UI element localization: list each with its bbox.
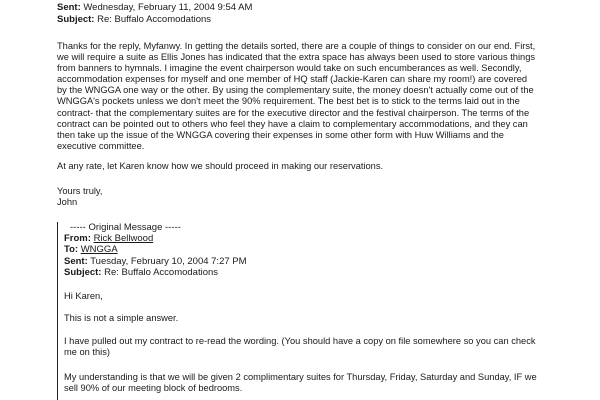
quoted-sent-line [64,256,247,268]
header-sent-line [57,2,252,14]
header-subject-label: Subject: [57,14,95,25]
quoted-from-link[interactable]: Rick Bellwood [93,233,154,244]
quoted-sent-label: Sent: [64,256,88,267]
quoted-subject-line [64,267,218,279]
signature-block [57,186,537,208]
header-subject-line [57,14,211,26]
header-subject-value: Re: Buffalo Accomodations [97,14,212,25]
quoted-from-line [64,233,153,245]
quoted-subject-value: Re: Buffalo Accomodations [104,267,219,278]
quoted-paragraph-2: I have pulled out my contract to re-read the wording. (You should have a copy on file somewhere so you can check me on this) [64,336,536,358]
header-sent-value: Wednesday, February 11, 2004 9:54 AM [83,2,253,13]
quoted-to-line [64,244,118,256]
quoted-greeting: Hi Karen, [64,291,103,301]
quoted-subject-label: Subject: [64,267,102,278]
quote-bar [57,222,58,400]
quoted-sent-value: Tuesday, February 10, 2004 7:27 PM [90,256,247,267]
body-paragraph-1: Thanks for the reply, Myfanwy. In getting the details sorted, there are a couple of things to consider on our end. First, we will require a suite as Ellis Jones has indicated that the extra space has always been used to store various things from banners to hymnals. I imagine the event chairperson would take on such encumberances as well. Secondly, accommodation expenses for myself and one member of HQ staff (Jackie-Karen can share my room!) are covered by the WNGGA one way or the other. By using the complementary suite, the money doesn't actually come out of the WNGGA's pockets unless we don't meet the 90% requirement. The best bet is to stick to the terms laid out in the contract- that the complementary suites are for the executive director and the festival chairperson. The terms of the contract can be pointed out to others who feel they have a claim to complementary accommodations, and they can then take up the issue of the WNGGA covering their expenses in some other form with Huw Williams and the executive committee. [57,41,536,151]
header-sent-label: Sent: [57,2,81,13]
body-paragraph-2: At any rate, let Karen know how we should proceed in making our reservations. [57,161,384,171]
quoted-paragraph-1: This is not a simple answer. [64,313,179,323]
quoted-to-link[interactable]: WNGGA [80,244,118,255]
quoted-to-label: To: [64,244,79,255]
original-message-marker: ----- Original Message ----- [70,222,181,233]
sign-off: Yours truly, [57,186,103,196]
quoted-paragraph-3: My understanding is that we will be given 2 complimentary suites for Thursday, Friday, Saturday and Sunday, IF we sell 90% of our meeting block of bedrooms. [64,372,537,394]
quoted-from-label: From: [64,233,91,244]
signature-name: John [57,197,78,208]
